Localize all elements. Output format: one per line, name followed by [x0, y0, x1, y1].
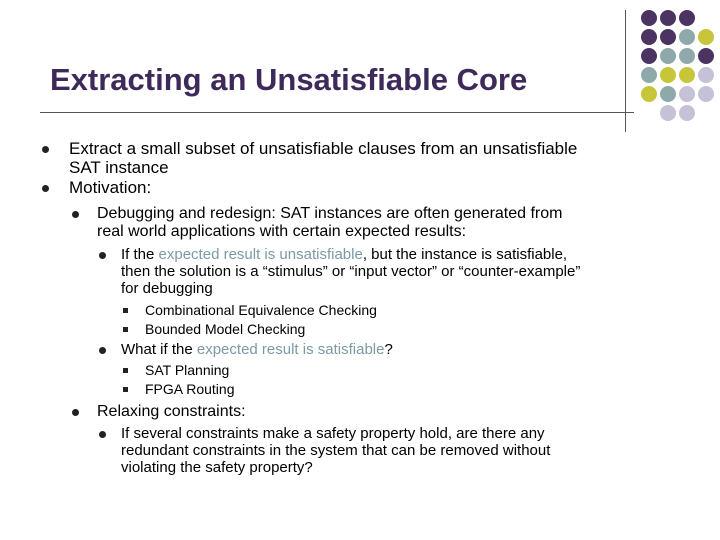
bullet-unsat-line3: for debugging	[121, 280, 213, 297]
bullet-marker	[72, 211, 79, 218]
decor-dot	[698, 67, 714, 83]
decor-dot	[641, 10, 657, 26]
decor-dot	[660, 67, 676, 83]
decor-dot	[679, 86, 695, 102]
bullet-extract-line2: SAT instance	[69, 158, 169, 177]
bullet-marker	[99, 252, 106, 259]
decor-dot	[698, 48, 714, 64]
decor-dot	[679, 48, 695, 64]
bullet-marker	[42, 185, 49, 192]
bullet-bmc: Bounded Model Checking	[145, 321, 306, 337]
bullet-safety-line3: violating the safety property?	[121, 459, 313, 476]
bullet-marker	[123, 368, 128, 373]
bullet-sat-pre: What if the	[121, 341, 197, 358]
bullet-debugging-line1: Debugging and redesign: SAT instances are often generated from	[97, 205, 563, 222]
bullet-marker	[99, 431, 106, 438]
decor-dot	[679, 29, 695, 45]
decor-dot	[660, 29, 676, 45]
decor-dot	[679, 67, 695, 83]
decor-dot	[660, 86, 676, 102]
bullet-marker	[123, 327, 128, 332]
bullet-safety-line1: If several constraints make a safety property hold, are there any	[121, 425, 545, 442]
bullet-extract-line1: Extract a small subset of unsatisfiable clauses from an unsatisfiable	[69, 139, 578, 158]
bullet-sat-post: ?	[384, 341, 393, 358]
bullet-unsat-highlight: expected result is unsatisfiable	[158, 246, 363, 263]
title-horizontal-rule	[40, 112, 634, 113]
bullet-sat-planning: SAT Planning	[145, 362, 230, 378]
bullet-sat	[121, 341, 393, 358]
title-vertical-rule	[625, 10, 626, 132]
slide-title: Extracting an Unsatisfiable Core	[50, 62, 528, 97]
bullet-marker	[99, 347, 106, 354]
bullet-cec: Combinational Equivalence Checking	[145, 302, 377, 318]
bullet-marker	[123, 308, 128, 313]
bullet-unsat-pre: If the	[121, 246, 159, 263]
decor-dot	[641, 48, 657, 64]
decor-dot	[660, 48, 676, 64]
bullet-marker	[42, 146, 49, 153]
bullet-relaxing: Relaxing constraints:	[97, 403, 246, 420]
decor-dot	[698, 29, 714, 45]
bullet-unsat-line2: then the solution is a “stimulus” or “input vector” or “counter-example”	[121, 263, 581, 280]
decor-dot	[660, 10, 676, 26]
bullet-fpga-routing: FPGA Routing	[145, 381, 235, 397]
bullet-unsat-line1	[121, 246, 567, 263]
bullet-safety-line2: redundant constraints in the system that can be removed without	[121, 442, 551, 459]
bullet-marker	[72, 409, 79, 416]
decor-dot	[641, 86, 657, 102]
bullet-motivation: Motivation:	[69, 178, 152, 197]
decor-dot	[698, 86, 714, 102]
bullet-sat-highlight: expected result is satisfiable	[196, 341, 385, 358]
decor-dot	[641, 29, 657, 45]
bullet-debugging-line2: real world applications with certain expected results:	[97, 223, 467, 240]
decor-dot	[679, 105, 695, 121]
decor-dot	[641, 67, 657, 83]
decor-dot	[679, 10, 695, 26]
bullet-unsat-post: , but the instance is satisfiable,	[362, 246, 568, 263]
bullet-marker	[123, 387, 128, 392]
decor-dot	[660, 105, 676, 121]
